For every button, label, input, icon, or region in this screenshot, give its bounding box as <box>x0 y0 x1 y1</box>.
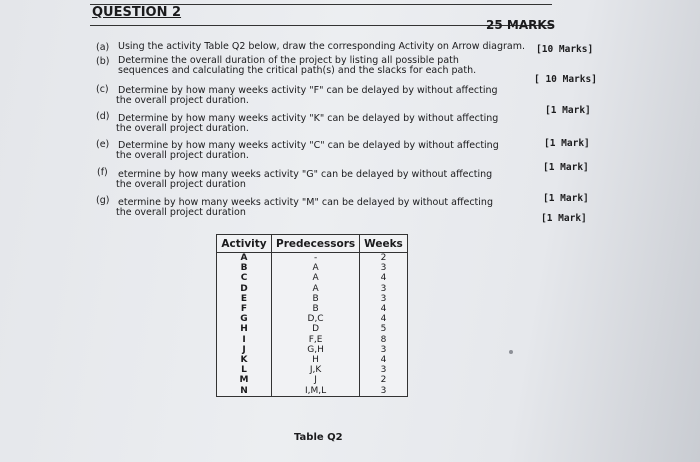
predecessors-cell: F,E <box>272 335 360 345</box>
part-d-line-2: the overall project duration. <box>116 123 249 134</box>
table-row <box>217 324 408 334</box>
weeks-cell: 4 <box>360 304 408 314</box>
part-a-line-1: Using the activity Table Q2 below, draw the corresponding Activity on Arrow diagram. <box>118 41 526 52</box>
table-header-row <box>217 235 408 253</box>
activity-cell: C <box>217 273 272 283</box>
part-b-label: (b) <box>96 56 110 67</box>
activity-cell: D <box>217 284 272 294</box>
part-g-line-1: etermine by how many weeks activity "M" can be delayed by without affecting <box>118 197 493 208</box>
table-row <box>217 355 408 365</box>
part-e-label: (e) <box>96 139 110 150</box>
activity-table <box>216 234 408 397</box>
table-row <box>217 294 408 304</box>
weeks-cell: 2 <box>360 375 408 385</box>
weeks-cell: 3 <box>360 263 408 273</box>
table-row <box>217 263 408 273</box>
table-row <box>217 284 408 294</box>
activity-cell: K <box>217 355 272 365</box>
weeks-cell: 3 <box>360 345 408 355</box>
table-row <box>217 385 408 396</box>
part-c-line-2: the overall project duration. <box>116 95 249 106</box>
predecessors-cell: G,H <box>272 345 360 355</box>
weeks-cell: 3 <box>360 294 408 304</box>
total-marks: 25 MARKS <box>486 18 556 32</box>
activity-cell: J <box>217 345 272 355</box>
part-g-line-2: the overall project duration <box>116 207 246 218</box>
activity-cell: N <box>217 385 272 396</box>
predecessors-cell: I,M,L <box>272 385 360 396</box>
table-row <box>217 314 408 324</box>
predecessors-cell: A <box>272 263 360 273</box>
table-row <box>217 375 408 385</box>
part-c-line-1: Determine by how many weeks activity "F" can be delayed by without affecting <box>118 85 498 96</box>
part-f-label: (f) <box>97 167 108 178</box>
part-b-line-1: Determine the overall duration of the project by listing all possible path <box>118 55 459 66</box>
predecessors-cell: D,C <box>272 314 360 324</box>
predecessors-cell: - <box>272 253 360 264</box>
activity-cell: B <box>217 263 272 273</box>
part-e-line-1: Determine by how many weeks activity "C" can be delayed by without affecting <box>118 140 499 151</box>
part-e-line-2: the overall project duration. <box>116 150 249 161</box>
weeks-cell: 8 <box>360 335 408 345</box>
part-d-line-1: Determine by how many weeks activity "K" can be delayed by without affecting <box>118 113 499 124</box>
activity-cell: A <box>217 253 272 264</box>
activity-cell: F <box>217 304 272 314</box>
part-f-marks: [1 Mark] <box>543 193 589 204</box>
part-e-marks: [1 Mark] <box>543 162 589 173</box>
part-g-marks: [1 Mark] <box>541 213 587 224</box>
part-f-line-2: the overall project duration <box>116 179 246 190</box>
predecessors-cell: A <box>272 284 360 294</box>
part-b-line-2: sequences and calculating the critical path(s) and the slacks for each path. <box>118 65 477 76</box>
predecessors-cell: A <box>272 273 360 283</box>
part-a-marks: [10 Marks] <box>536 44 594 55</box>
weeks-cell: 3 <box>360 284 408 294</box>
table-row <box>217 365 408 375</box>
table-row <box>217 304 408 314</box>
weeks-cell: 4 <box>360 314 408 324</box>
predecessors-cell: J <box>272 375 360 385</box>
weeks-cell: 3 <box>360 385 408 396</box>
weeks-cell: 4 <box>360 355 408 365</box>
activity-cell: E <box>217 294 272 304</box>
predecessors-cell: B <box>272 294 360 304</box>
weeks-cell: 5 <box>360 324 408 334</box>
weeks-cell: 3 <box>360 365 408 375</box>
predecessors-cell: J,K <box>272 365 360 375</box>
header-predecessors: Predecessors <box>272 235 360 253</box>
header-activity: Activity <box>217 235 272 253</box>
table-row <box>217 253 408 264</box>
weeks-cell: 4 <box>360 273 408 283</box>
predecessors-cell: B <box>272 304 360 314</box>
header-weeks: Weeks <box>360 235 408 253</box>
activity-cell: L <box>217 365 272 375</box>
part-d-label: (d) <box>96 111 110 122</box>
activity-cell: I <box>217 335 272 345</box>
paper-speck <box>509 350 513 354</box>
table-row <box>217 345 408 355</box>
activity-cell: G <box>217 314 272 324</box>
weeks-cell: 2 <box>360 253 408 264</box>
part-g-label: (g) <box>96 195 110 206</box>
question-title: QUESTION 2 <box>92 5 182 20</box>
table-row <box>217 335 408 345</box>
part-b-marks: [ 10 Marks] <box>534 74 597 85</box>
table-caption: Table Q2 <box>294 432 343 443</box>
part-c-label: (c) <box>96 84 109 95</box>
part-d-marks: [1 Mark] <box>544 138 590 149</box>
table-row <box>217 273 408 283</box>
predecessors-cell: H <box>272 355 360 365</box>
part-f-line-1: etermine by how many weeks activity "G" can be delayed by without affecting <box>118 169 493 180</box>
predecessors-cell: D <box>272 324 360 334</box>
activity-cell: H <box>217 324 272 334</box>
activity-cell: M <box>217 375 272 385</box>
part-a-label: (a) <box>96 42 110 53</box>
part-c-marks: [1 Mark] <box>545 105 591 116</box>
